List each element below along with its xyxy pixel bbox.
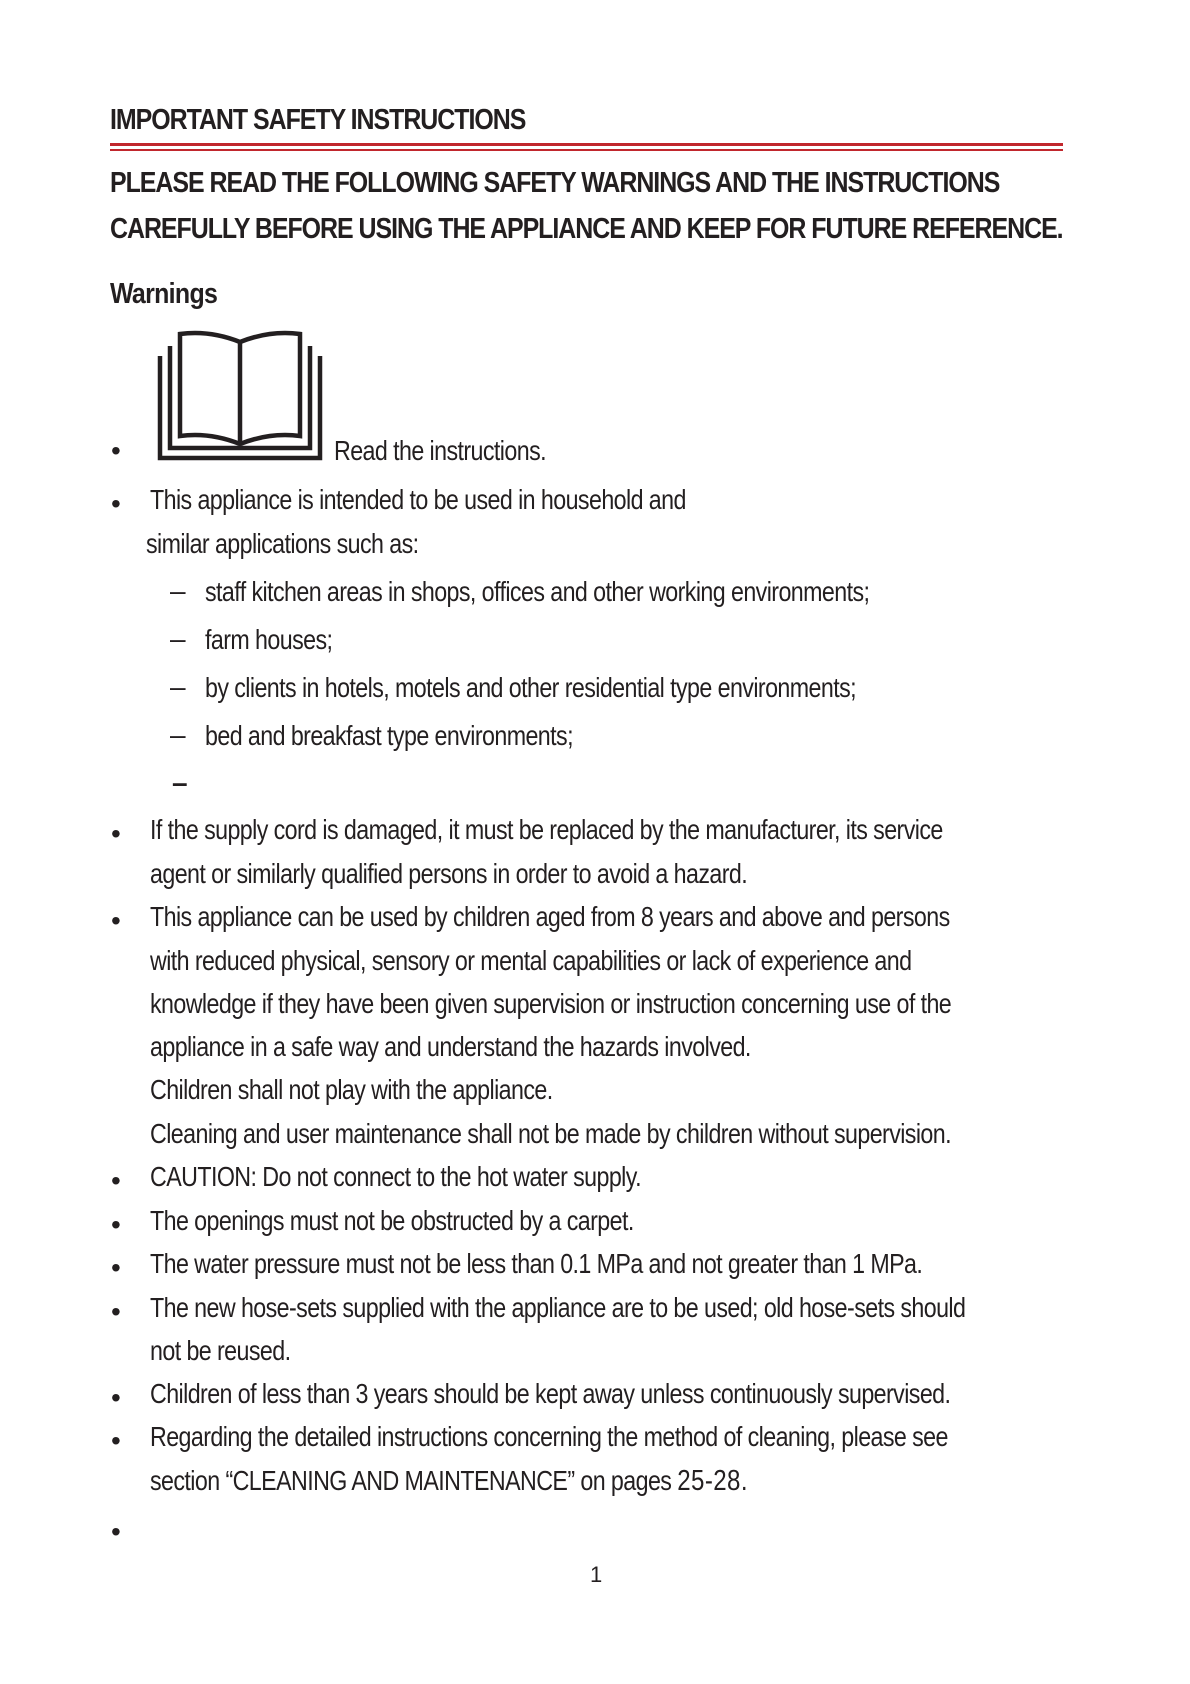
bullet-point: • [111, 905, 121, 936]
intro-line-2: CAREFULLY BEFORE USING THE APPLIANCE AND KEEP FOR FUTURE REFERENCE. [110, 213, 1063, 245]
bullet-point: • [111, 1425, 121, 1456]
bullet-point: • [111, 1296, 121, 1327]
cleaning-ref-line-2 [150, 1465, 748, 1498]
household-line-2: similar applications such as: [146, 528, 419, 559]
bullet-point: • [111, 1209, 121, 1240]
read-instructions-text: Read the instructions. [334, 435, 547, 466]
cleaning-ref-line-1: Regarding the detailed instructions concerning the method of cleaning, please see [150, 1421, 948, 1452]
children-line-5: Children shall not play with the appliance. [150, 1074, 553, 1105]
household-line-1: This appliance is intended to be used in household and [150, 484, 686, 515]
dash-marker: – [170, 623, 186, 654]
water-pressure-text: The water pressure must not be less than 0.1 MPa and not greater than 1 MPa. [150, 1248, 923, 1279]
household-subitem: bed and breakfast type environments; [205, 720, 573, 751]
children-under-3-text: Children of less than 3 years should be kept away unless continuously supervised. [150, 1378, 951, 1409]
household-subitem: farm houses; [205, 624, 333, 655]
children-line-4: appliance in a safe way and understand the hazards involved. [150, 1031, 751, 1062]
cleaning-ref-section: section “CLEANING AND MAINTENANCE” on pages [150, 1465, 672, 1496]
children-line-2: with reduced physical, sensory or mental capabilities or lack of experience and [150, 945, 912, 976]
intro-line-1: PLEASE READ THE FOLLOWING SAFETY WARNINGS AND THE INSTRUCTIONS [110, 167, 1000, 199]
title-underline-thin [110, 149, 1063, 151]
supply-cord-line-1: If the supply cord is damaged, it must be replaced by the manufacturer, its service [150, 814, 943, 845]
supply-cord-line-2: agent or similarly qualified persons in order to avoid a hazard. [150, 858, 748, 889]
children-line-3: knowledge if they have been given supervision or instruction concerning use of the [150, 988, 952, 1019]
section-title: IMPORTANT SAFETY INSTRUCTIONS [110, 104, 526, 136]
dash-marker: – [170, 671, 186, 702]
page-number: 1 [590, 1562, 603, 1587]
bullet-point: • [111, 1165, 121, 1196]
openings-text: The openings must not be obstructed by a carpet. [150, 1205, 634, 1236]
bullet-point: • [111, 1516, 121, 1547]
household-subitem: staff kitchen areas in shops, offices and other working environments; [205, 576, 870, 607]
warnings-heading: Warnings [110, 278, 218, 310]
intro-notice [110, 160, 1063, 252]
hose-sets-line-1: The new hose-sets supplied with the appliance are to be used; old hose-sets should [150, 1292, 966, 1323]
children-line-6: Cleaning and user maintenance shall not be made by children without supervision. [150, 1118, 952, 1149]
caution-text: CAUTION: Do not connect to the hot water supply. [150, 1161, 641, 1192]
open-book-icon [156, 328, 324, 464]
dash-marker: – [170, 719, 186, 750]
bullet-point: • [111, 435, 121, 466]
bullet-point: • [111, 488, 121, 519]
title-underline-thick [110, 143, 1063, 146]
household-subitem: by clients in hotels, motels and other residential type environments; [205, 672, 857, 703]
bullet-point: • [111, 1252, 121, 1283]
children-line-1: This appliance can be used by children aged from 8 years and above and persons [150, 901, 950, 932]
cleaning-ref-pages: 25-28. [677, 1465, 748, 1497]
dash-marker: – [172, 767, 188, 798]
hose-sets-line-2: not be reused. [150, 1335, 291, 1366]
dash-marker: – [170, 575, 186, 606]
bullet-point: • [111, 818, 121, 849]
bullet-point: • [111, 1382, 121, 1413]
